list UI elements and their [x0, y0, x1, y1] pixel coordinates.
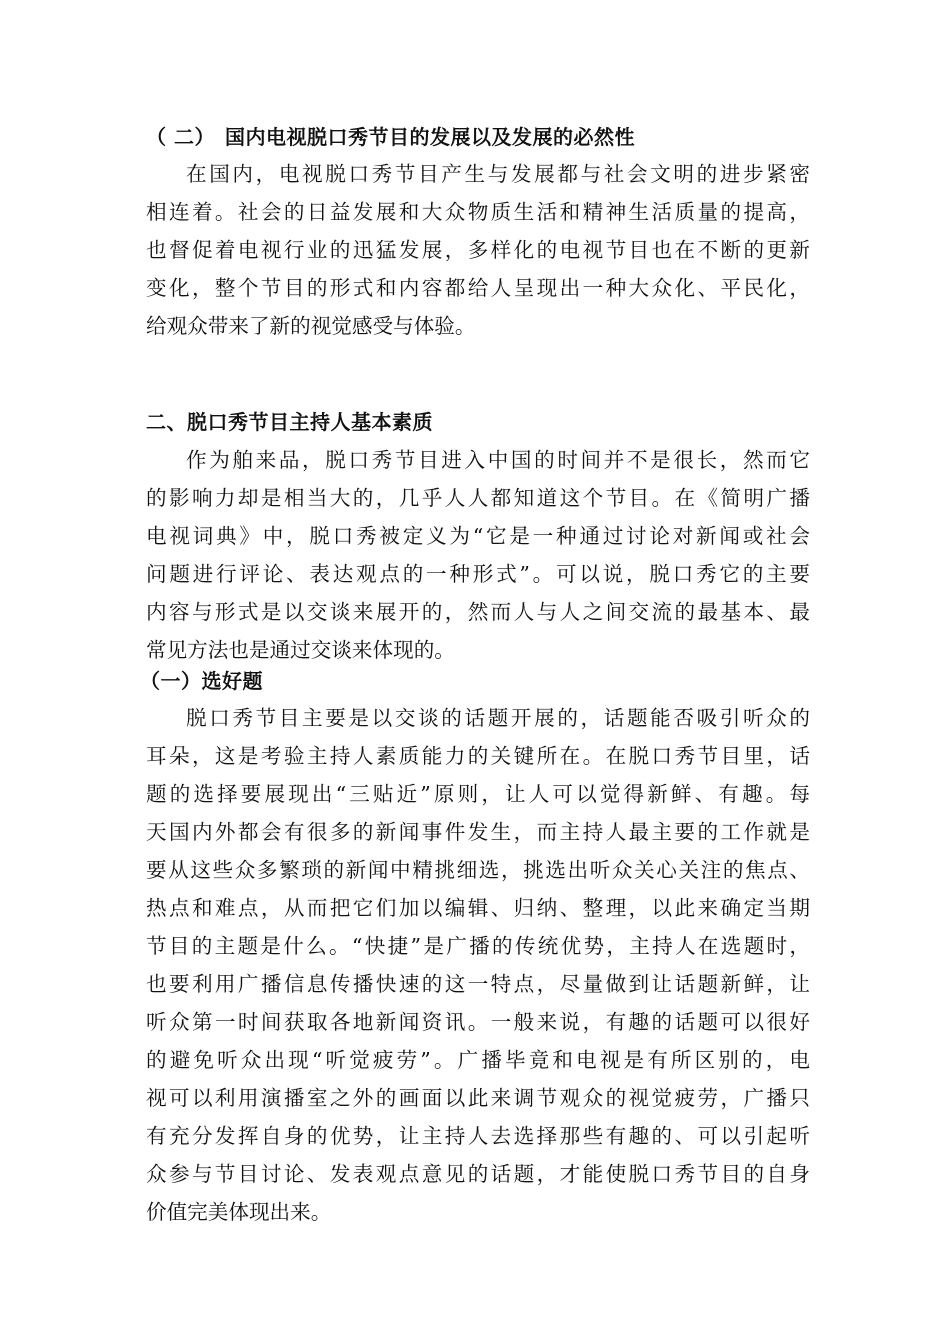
paragraph-topic-selection [146, 699, 810, 1231]
section-heading-host-qualities [146, 404, 433, 440]
paragraph-line: 问题进行评论、表达观点的一种形式”。可以说，脱口秀它的主要 [146, 562, 810, 586]
paragraph-line: 的避免听众出现“听觉疲劳”。广播毕竟和电视是有所区别的，电 [146, 1048, 810, 1072]
paragraph-line: 有充分发挥自身的优势，让主持人去选择那些有趣的、可以引起听 [146, 1124, 810, 1148]
paragraph-line: 常见方法也是通过交谈来体现的。 [146, 638, 455, 662]
paragraph-line: 也督促着电视行业的迅猛发展，多样化的电视节目也在不断的更新 [146, 238, 810, 262]
section-heading-text: 国内电视脱口秀节目的发展以及发展的必然性 [224, 125, 635, 149]
paragraph-line: 脱口秀节目主要是以交谈的话题开展的，话题能否吸引听众的 [186, 706, 810, 730]
paragraph-line: 天国内外都会有很多的新闻事件发生，而主持人最主要的工作就是 [146, 820, 810, 844]
paragraph-line: 听众第一时间获取各地新闻资讯。一般来说，有趣的话题可以很好 [146, 1010, 810, 1034]
paragraph-line: 变化，整个节目的形式和内容都给人呈现出一种大众化、平民化， [146, 276, 810, 300]
paragraph-line: 内容与形式是以交谈来展开的，然而人与人之间交流的最基本、最 [146, 600, 810, 624]
paragraph-line: 电视词典》中，脱口秀被定义为“它是一种通过讨论对新闻或社会 [146, 524, 810, 548]
paragraph-line: 众参与节目讨论、发表观点意见的话题，才能使脱口秀节目的自身 [146, 1162, 810, 1186]
section-heading-topic-selection [140, 663, 263, 699]
paragraph-line: 节目的主题是什么。“快捷”是广播的传统优势，主持人在选题时， [146, 934, 810, 958]
paragraph-line: 热点和难点，从而把它们加以编辑、归纳、整理，以此来确定当期 [146, 896, 810, 920]
paragraph-host-qualities [146, 441, 810, 669]
paragraph-development [146, 155, 810, 345]
paragraph-line: 的影响力却是相当大的，几乎人人都知道这个节目。在《简明广播 [146, 486, 810, 510]
section-heading-number: （ 二） [146, 125, 215, 149]
paragraph-line: 给观众带来了新的视觉感受与体验。 [146, 314, 476, 338]
paragraph-line: 相连着。社会的日益发展和大众物质生活和精神生活质量的提高， [146, 200, 810, 224]
paragraph-line: 题的选择要展现出“三贴近”原则，让人可以觉得新鲜、有趣。每 [146, 782, 810, 806]
paragraph-line: 耳朵，这是考验主持人素质能力的关键所在。在脱口秀节目里，话 [146, 744, 810, 768]
section-heading-text: （一）选好题 [140, 669, 263, 693]
paragraph-line: 作为舶来品，脱口秀节目进入中国的时间并不是很长，然而它 [186, 448, 810, 472]
paragraph-line: 也要利用广播信息传播快速的这一特点，尽量做到让话题新鲜，让 [146, 972, 810, 996]
paragraph-line: 价值完美体现出来。 [146, 1200, 332, 1224]
section-heading-development [146, 119, 635, 155]
paragraph-line: 在国内，电视脱口秀节目产生与发展都与社会文明的进步紧密 [186, 162, 810, 186]
paragraph-line: 要从这些众多繁琐的新闻中精挑细选，挑选出听众关心关注的焦点、 [146, 858, 810, 882]
paragraph-line: 视可以利用演播室之外的画面以此来调节观众的视觉疲劳，广播只 [146, 1086, 810, 1110]
section-heading-text: 二、脱口秀节目主持人基本素质 [146, 410, 433, 434]
